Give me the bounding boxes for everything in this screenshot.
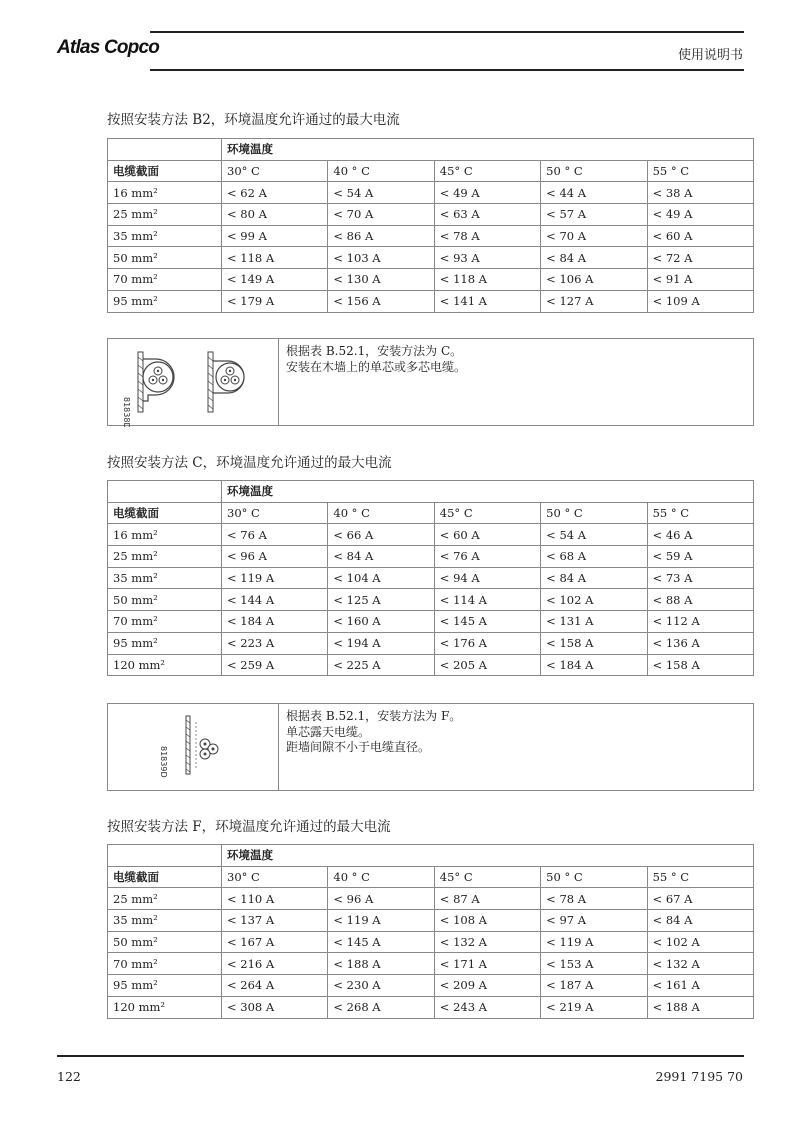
table-c-title: 按照安装方法 C，环境温度允许通过的最大电流 (107, 455, 392, 471)
value-cell: < 141 A (434, 290, 540, 312)
empty-cell (108, 481, 222, 503)
value-cell: < 118 A (434, 269, 540, 291)
value-cell: < 80 A (222, 204, 328, 226)
value-cell: < 187 A (541, 975, 647, 997)
value-cell: < 84 A (328, 546, 434, 568)
value-cell: < 216 A (222, 953, 328, 975)
size-cell: 35 mm² (108, 910, 222, 932)
value-cell: < 184 A (541, 654, 647, 676)
value-cell: < 308 A (222, 996, 328, 1018)
value-cell: < 93 A (434, 247, 540, 269)
document-number: 2991 7195 70 (655, 1069, 743, 1084)
value-cell: < 119 A (222, 567, 328, 589)
value-cell: < 160 A (328, 611, 434, 633)
header-rule-bottom (150, 69, 744, 71)
value-cell: < 103 A (328, 247, 434, 269)
empty-cell (108, 139, 222, 161)
value-cell: < 161 A (647, 975, 753, 997)
value-cell: < 91 A (647, 269, 753, 291)
temp-header: 45° C (434, 866, 540, 888)
table-b2-title: 按照安装方法 B2，环境温度允许通过的最大电流 (107, 112, 400, 128)
value-cell: < 144 A (222, 589, 328, 611)
value-cell: < 137 A (222, 910, 328, 932)
value-cell: < 96 A (222, 546, 328, 568)
table-header-row (108, 481, 754, 503)
value-cell: < 268 A (328, 996, 434, 1018)
figure-c-box (107, 338, 754, 426)
header-rule-top (150, 31, 744, 33)
size-cell: 70 mm² (108, 953, 222, 975)
value-cell: < 78 A (434, 225, 540, 247)
temp-header: 40 ° C (328, 866, 434, 888)
temp-header: 50 ° C (541, 160, 647, 182)
ambient-header: 环境温度 (222, 481, 754, 503)
empty-cell (108, 845, 222, 867)
table-c (107, 480, 754, 676)
table-header-row (108, 139, 754, 161)
value-cell: < 62 A (222, 182, 328, 204)
value-cell: < 171 A (434, 953, 540, 975)
value-cell: < 60 A (647, 225, 753, 247)
figure-c-image (108, 339, 279, 425)
atlas-copco-logo: Atlas Copco (57, 37, 160, 58)
value-cell: < 70 A (541, 225, 647, 247)
value-cell: < 76 A (434, 546, 540, 568)
size-cell: 35 mm² (108, 225, 222, 247)
table-row (108, 247, 754, 269)
figure-f-text (286, 709, 461, 756)
size-cell: 95 mm² (108, 975, 222, 997)
temp-header: 40 ° C (328, 502, 434, 524)
section-header: 电缆截面 (108, 866, 222, 888)
value-cell: < 109 A (647, 290, 753, 312)
figure-code: 81839D (159, 746, 168, 778)
figure-code: 81838D (122, 397, 131, 427)
value-cell: < 66 A (328, 524, 434, 546)
value-cell: < 119 A (328, 910, 434, 932)
temp-header: 55 ° C (647, 866, 753, 888)
value-cell: < 108 A (434, 910, 540, 932)
value-cell: < 63 A (434, 204, 540, 226)
value-cell: < 127 A (541, 290, 647, 312)
temp-header: 55 ° C (647, 160, 753, 182)
table-header-row (108, 160, 754, 182)
temp-header: 45° C (434, 160, 540, 182)
value-cell: < 156 A (328, 290, 434, 312)
value-cell: < 114 A (434, 589, 540, 611)
value-cell: < 73 A (647, 567, 753, 589)
size-cell: 70 mm² (108, 269, 222, 291)
value-cell: < 264 A (222, 975, 328, 997)
size-cell: 120 mm² (108, 996, 222, 1018)
table-row (108, 546, 754, 568)
table-f-title: 按照安装方法 F，环境温度允许通过的最大电流 (107, 819, 391, 835)
value-cell: < 118 A (222, 247, 328, 269)
size-cell: 25 mm² (108, 546, 222, 568)
temp-header: 30° C (222, 502, 328, 524)
section-header: 电缆截面 (108, 502, 222, 524)
value-cell: < 84 A (541, 247, 647, 269)
temp-header: 50 ° C (541, 866, 647, 888)
figure-line: 根据表 B.52.1，安装方法为 F。 (286, 709, 462, 723)
size-cell: 25 mm² (108, 888, 222, 910)
figure-line: 单芯露天电缆。 (286, 724, 371, 739)
temp-header: 30° C (222, 160, 328, 182)
value-cell: < 119 A (541, 931, 647, 953)
table-row (108, 975, 754, 997)
cable-wood-wall-icon (108, 339, 279, 427)
table-row (108, 654, 754, 676)
value-cell: < 219 A (541, 996, 647, 1018)
value-cell: < 132 A (434, 931, 540, 953)
value-cell: < 145 A (434, 611, 540, 633)
table-row (108, 290, 754, 312)
section-header: 电缆截面 (108, 160, 222, 182)
footer-rule (57, 1055, 744, 1057)
value-cell: < 225 A (328, 654, 434, 676)
ambient-header: 环境温度 (222, 845, 754, 867)
size-cell: 95 mm² (108, 632, 222, 654)
value-cell: < 136 A (647, 632, 753, 654)
size-cell: 70 mm² (108, 611, 222, 633)
table-b2 (107, 138, 754, 313)
value-cell: < 132 A (647, 953, 753, 975)
value-cell: < 76 A (222, 524, 328, 546)
table-header-row (108, 845, 754, 867)
value-cell: < 44 A (541, 182, 647, 204)
table-row (108, 996, 754, 1018)
size-cell: 120 mm² (108, 654, 222, 676)
figure-line: 距墙间隙不小于电缆直径。 (286, 740, 431, 754)
value-cell: < 188 A (647, 996, 753, 1018)
value-cell: < 59 A (647, 546, 753, 568)
table-row (108, 888, 754, 910)
manual-title: 使用说明书 (677, 48, 743, 63)
value-cell: < 223 A (222, 632, 328, 654)
size-cell: 50 mm² (108, 247, 222, 269)
figure-f-image (108, 704, 279, 790)
value-cell: < 102 A (647, 931, 753, 953)
table-row (108, 611, 754, 633)
table-row (108, 953, 754, 975)
value-cell: < 94 A (434, 567, 540, 589)
value-cell: < 84 A (541, 567, 647, 589)
value-cell: < 84 A (647, 910, 753, 932)
value-cell: < 125 A (328, 589, 434, 611)
value-cell: < 38 A (647, 182, 753, 204)
figure-f-box (107, 703, 754, 791)
value-cell: < 54 A (541, 524, 647, 546)
value-cell: < 78 A (541, 888, 647, 910)
value-cell: < 67 A (647, 888, 753, 910)
value-cell: < 179 A (222, 290, 328, 312)
table-row (108, 182, 754, 204)
figure-line: 安装在木墙上的单芯或多芯电缆。 (286, 359, 467, 374)
table-row (108, 567, 754, 589)
value-cell: < 97 A (541, 910, 647, 932)
size-cell: 25 mm² (108, 204, 222, 226)
size-cell: 16 mm² (108, 524, 222, 546)
size-cell: 95 mm² (108, 290, 222, 312)
table-row (108, 632, 754, 654)
table-f (107, 844, 754, 1019)
figure-line: 根据表 B.52.1，安装方法为 C。 (286, 344, 463, 358)
value-cell: < 72 A (647, 247, 753, 269)
value-cell: < 99 A (222, 225, 328, 247)
value-cell: < 184 A (222, 611, 328, 633)
value-cell: < 110 A (222, 888, 328, 910)
cable-open-air-icon (108, 704, 279, 792)
value-cell: < 243 A (434, 996, 540, 1018)
temp-header: 55 ° C (647, 502, 753, 524)
size-cell: 16 mm² (108, 182, 222, 204)
value-cell: < 96 A (328, 888, 434, 910)
table-row (108, 524, 754, 546)
value-cell: < 145 A (328, 931, 434, 953)
value-cell: < 194 A (328, 632, 434, 654)
temp-header: 40 ° C (328, 160, 434, 182)
temp-header: 50 ° C (541, 502, 647, 524)
table-row (108, 204, 754, 226)
figure-c-text (286, 344, 466, 375)
value-cell: < 60 A (434, 524, 540, 546)
value-cell: < 167 A (222, 931, 328, 953)
value-cell: < 112 A (647, 611, 753, 633)
size-cell: 50 mm² (108, 931, 222, 953)
value-cell: < 130 A (328, 269, 434, 291)
value-cell: < 149 A (222, 269, 328, 291)
value-cell: < 102 A (541, 589, 647, 611)
table-row (108, 931, 754, 953)
value-cell: < 54 A (328, 182, 434, 204)
value-cell: < 104 A (328, 567, 434, 589)
value-cell: < 86 A (328, 225, 434, 247)
value-cell: < 57 A (541, 204, 647, 226)
value-cell: < 46 A (647, 524, 753, 546)
value-cell: < 205 A (434, 654, 540, 676)
table-row (108, 589, 754, 611)
size-cell: 35 mm² (108, 567, 222, 589)
table-header-row (108, 866, 754, 888)
value-cell: < 188 A (328, 953, 434, 975)
temp-header: 45° C (434, 502, 540, 524)
value-cell: < 106 A (541, 269, 647, 291)
value-cell: < 131 A (541, 611, 647, 633)
ambient-header: 环境温度 (222, 139, 754, 161)
size-cell: 50 mm² (108, 589, 222, 611)
value-cell: < 230 A (328, 975, 434, 997)
value-cell: < 158 A (541, 632, 647, 654)
value-cell: < 176 A (434, 632, 540, 654)
value-cell: < 49 A (647, 204, 753, 226)
value-cell: < 87 A (434, 888, 540, 910)
table-row (108, 269, 754, 291)
table-row (108, 225, 754, 247)
value-cell: < 158 A (647, 654, 753, 676)
table-row (108, 910, 754, 932)
table-header-row (108, 502, 754, 524)
value-cell: < 49 A (434, 182, 540, 204)
temp-header: 30° C (222, 866, 328, 888)
value-cell: < 88 A (647, 589, 753, 611)
value-cell: < 259 A (222, 654, 328, 676)
value-cell: < 68 A (541, 546, 647, 568)
value-cell: < 209 A (434, 975, 540, 997)
value-cell: < 70 A (328, 204, 434, 226)
value-cell: < 153 A (541, 953, 647, 975)
page-number: 122 (57, 1069, 81, 1084)
